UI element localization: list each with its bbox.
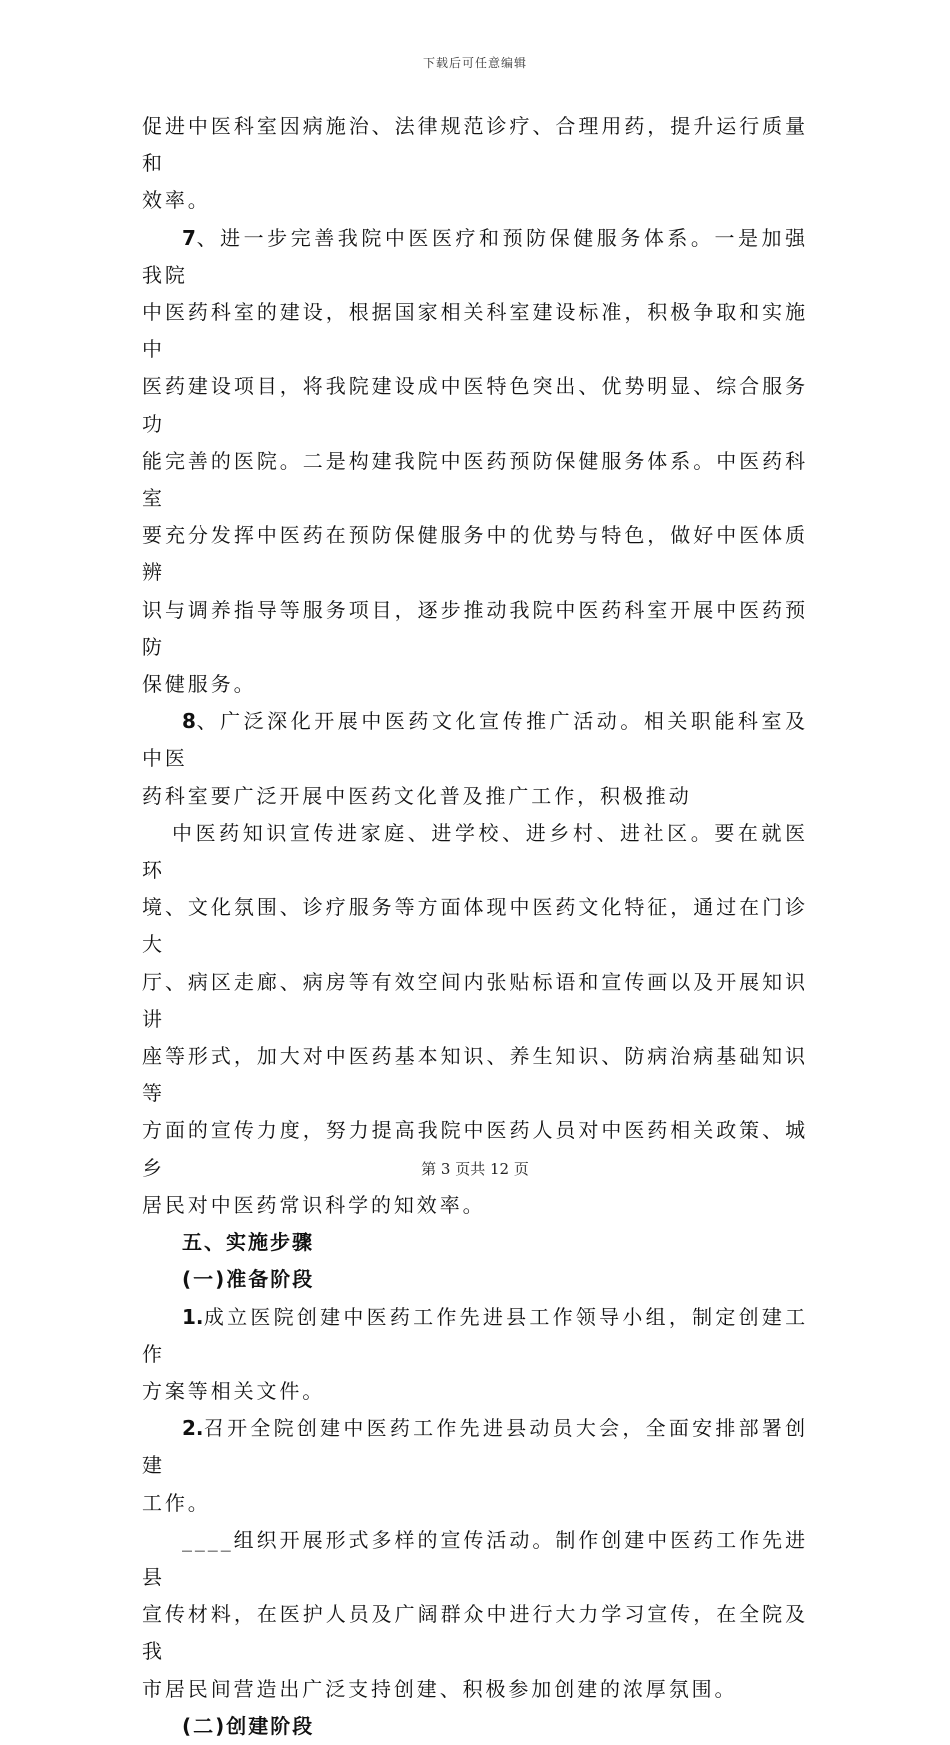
document-body bbox=[142, 108, 808, 1745]
text-line bbox=[142, 1410, 808, 1484]
item-number: 1. bbox=[182, 1304, 204, 1329]
text-line: 市居民间营造出广泛支持创建、积极参加创建的浓厚氛围。 bbox=[142, 1676, 738, 1701]
page-header: 下载后可任意编辑 bbox=[422, 56, 527, 70]
section-heading: 五、实施步骤 bbox=[182, 1230, 314, 1255]
subsection-heading: (二)创建阶段 bbox=[182, 1713, 315, 1738]
text-line bbox=[142, 220, 808, 294]
text-line: 药科室要广泛开展中医药文化普及推广工作，积极推动 bbox=[142, 783, 692, 808]
paragraph-1 bbox=[142, 108, 808, 220]
item-number: 7 bbox=[182, 225, 196, 250]
step-2 bbox=[142, 1410, 808, 1522]
text-line: 中医药科室的建设，根据国家相关科室建设标准，积极争取和实施中 bbox=[142, 300, 808, 362]
text-line: 座等形式，加大对中医药基本知识、养生知识、防病治病基础知识等 bbox=[142, 1044, 808, 1106]
text-line: 境、文化氛围、诊疗服务等方面体现中医药文化特征，通过在门诊大 bbox=[142, 895, 808, 957]
paragraph-7 bbox=[142, 220, 808, 704]
step-1 bbox=[142, 1299, 808, 1411]
text-line: 厅、病区走廊、病房等有效空间内张贴标语和宣传画以及开展知识讲 bbox=[142, 969, 808, 1031]
text-line: 中医药知识宣传进家庭、进学校、进乡村、进社区。要在就医环 bbox=[142, 820, 808, 883]
text-line: 识与调养指导等服务项目，逐步推动我院中医药科室开展中医药预防 bbox=[142, 597, 808, 659]
text-line-content: 成立医院创建中医药工作先进县工作领导小组，制定创建工作 bbox=[142, 1304, 808, 1366]
page-footer: 第 3 页共 12 页 bbox=[421, 1160, 529, 1178]
text-line: 工作。 bbox=[142, 1490, 211, 1515]
step-3 bbox=[142, 1522, 808, 1708]
text-line: 居民对中医药常识科学的知效率。 bbox=[142, 1192, 486, 1217]
text-line: 促进中医科室因病施治、法律规范诊疗、合理用药，提升运行质量和 bbox=[142, 114, 808, 176]
text-line: 宣传材料，在医护人员及广阔群众中进行大力学习宣传，在全院及我 bbox=[142, 1602, 808, 1664]
text-line: 要充分发挥中医药在预防保健服务中的优势与特色，做好中医体质辨 bbox=[142, 523, 808, 585]
text-line: ____组织开展形式多样的宣传活动。制作创建中医药工作先进县 bbox=[142, 1527, 808, 1589]
text-line: 保健服务。 bbox=[142, 672, 257, 697]
text-line: 能完善的医院。二是构建我院中医药预防保健服务体系。中医药科室 bbox=[142, 448, 808, 511]
text-line: 方案等相关文件。 bbox=[142, 1378, 326, 1403]
text-line: 效率。 bbox=[142, 188, 211, 213]
paragraph-8 bbox=[142, 703, 808, 815]
text-line: 医药建设项目，将我院建设成中医特色突出、优势明显、综合服务功 bbox=[142, 374, 808, 436]
text-line-content: 、进一步完善我院中医医疗和预防保健服务体系。一是加强我院 bbox=[142, 225, 808, 287]
text-line-content: 召开全院创建中医药工作先进县动员大会，全面安排部署创建 bbox=[142, 1416, 808, 1478]
text-line-content: 、广泛深化开展中医药文化宣传推广活动。相关职能科室及中医 bbox=[142, 709, 808, 771]
subsection-heading: (一)准备阶段 bbox=[182, 1267, 315, 1292]
text-line bbox=[142, 1299, 808, 1373]
text-line: 方面的宣传力度，努力提高我院中医药人员对中医药相关政策、城乡 bbox=[142, 1118, 808, 1180]
text-line bbox=[142, 703, 808, 777]
item-number: 2. bbox=[182, 1416, 204, 1441]
item-number: 8 bbox=[182, 709, 196, 734]
